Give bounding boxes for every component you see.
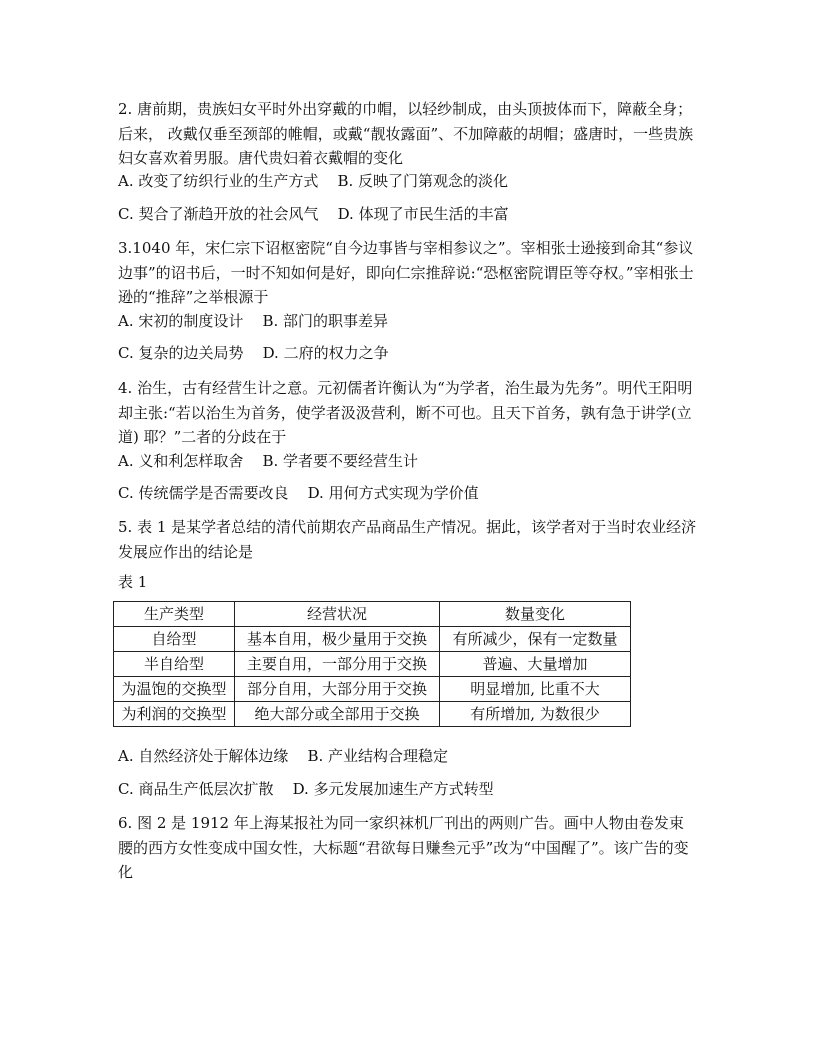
- question-5-options-row-2: [118, 778, 494, 800]
- table-cell: 有所增加, 为数很少: [440, 702, 631, 727]
- table-cell: 为利润的交换型: [114, 702, 235, 727]
- table-header-cell: 生产类型: [114, 602, 235, 627]
- question-3-option-c: C. 复杂的边关局势: [118, 344, 244, 362]
- question-2-stem: 2. 唐前期，贵族妇女平时外出穿戴的巾帽，以轻纱制成，由头顶披体而下，障蔽全身；后来， 改戴仅垂至颈部的帷帽，或戴“靓妆露面”、不加障蔽的胡帽；盛唐时，一些贵族妇女喜欢着男服。唐代贵妇着衣戴帽的变化: [118, 100, 694, 167]
- table-header-cell: 数量变化: [440, 602, 631, 627]
- question-2-option-a: A. 改变了纺织行业的生产方式: [118, 172, 319, 190]
- table-1: [113, 601, 631, 727]
- question-5-options-row-1: [118, 745, 448, 767]
- question-2-options-row-1: [118, 170, 508, 192]
- question-4-options-row-2: [118, 482, 479, 504]
- table-cell: 自给型: [114, 627, 235, 652]
- question-4-option-d: D. 用何方式实现为学价值: [307, 484, 479, 502]
- table-header-row: [114, 602, 631, 627]
- table-cell: 基本自用，极少量用于交换: [235, 627, 440, 652]
- question-3-options-row-2: [118, 342, 389, 364]
- table-header-cell: 经营状况: [235, 602, 440, 627]
- table-cell: 明显增加, 比重不大: [440, 677, 631, 702]
- table-1-caption: 表 1: [118, 573, 148, 591]
- question-2-option-c: C. 契合了渐趋开放的社会风气: [118, 205, 319, 223]
- table-cell: 主要自用，一部分用于交换: [235, 652, 440, 677]
- question-5-option-d: D. 多元发展加速生产方式转型: [292, 780, 494, 798]
- question-4-options-row-1: [118, 450, 418, 472]
- table-cell: 绝大部分或全部用于交换: [235, 702, 440, 727]
- question-3-option-b: B. 部门的职事差异: [262, 312, 389, 330]
- table-cell: 半自给型: [114, 652, 235, 677]
- table-row: [114, 652, 631, 677]
- question-5-option-b: B. 产业结构合理稳定: [307, 747, 449, 765]
- question-3-option-a: A. 宋初的制度设计: [118, 312, 244, 330]
- question-4-option-c: C. 传统儒学是否需要改良: [118, 484, 289, 502]
- table-cell: 有所减少，保有一定数量: [440, 627, 631, 652]
- question-3-option-d: D. 二府的权力之争: [262, 344, 389, 362]
- question-6-stem: 6. 图 2 是 1912 年上海某报社为同一家织袜机厂刊出的两则广告。画中人物由卷发束腰的西方女性变成中国女性，大标题“君欲每日赚叁元乎”改为“中国醒了”。该广告的变化: [118, 814, 689, 881]
- question-2-option-b: B. 反映了门第观念的淡化: [337, 172, 509, 190]
- question-5-option-c: C. 商品生产低层次扩散: [118, 780, 274, 798]
- question-2-option-d: D. 体现了市民生活的丰富: [337, 205, 509, 223]
- table-cell: 为温饱的交换型: [114, 677, 235, 702]
- question-3-stem: 3.1040 年，宋仁宗下诏枢密院“自今边事皆与宰相参议之”。宰相张士逊接到命其“参议边事”的诏书后，一时不知如何是好，即向仁宗推辞说:“恐枢密院谓臣等夺权。”宰相张士逊的“推辞”之举根源于: [118, 239, 694, 306]
- table-cell: 部分自用，大部分用于交换: [235, 677, 440, 702]
- question-4-stem: 4. 治生，古有经营生计之意。元初儒者许衡认为“为学者，治生最为先务”。明代王阳明却主张:“若以治生为首务，使学者汲汲营利，断不可也。且天下首务，孰有急于讲学(立道) 耶？”二者的分歧在于: [118, 379, 693, 446]
- question-2-options-row-2: [118, 203, 509, 225]
- question-5-stem: 5. 表 1 是某学者总结的清代前期农产品商品生产情况。据此，该学者对于当时农业经济发展应作出的结论是: [118, 518, 697, 561]
- question-5-option-a: A. 自然经济处于解体边缘: [118, 747, 289, 765]
- question-4-option-a: A. 义和利怎样取舍: [118, 452, 244, 470]
- question-3-options-row-1: [118, 310, 388, 332]
- table-row: [114, 627, 631, 652]
- table-row: [114, 702, 631, 727]
- table-cell: 普遍、大量增加: [440, 652, 631, 677]
- question-4-option-b: B. 学者要不要经营生计: [262, 452, 419, 470]
- table-row: [114, 677, 631, 702]
